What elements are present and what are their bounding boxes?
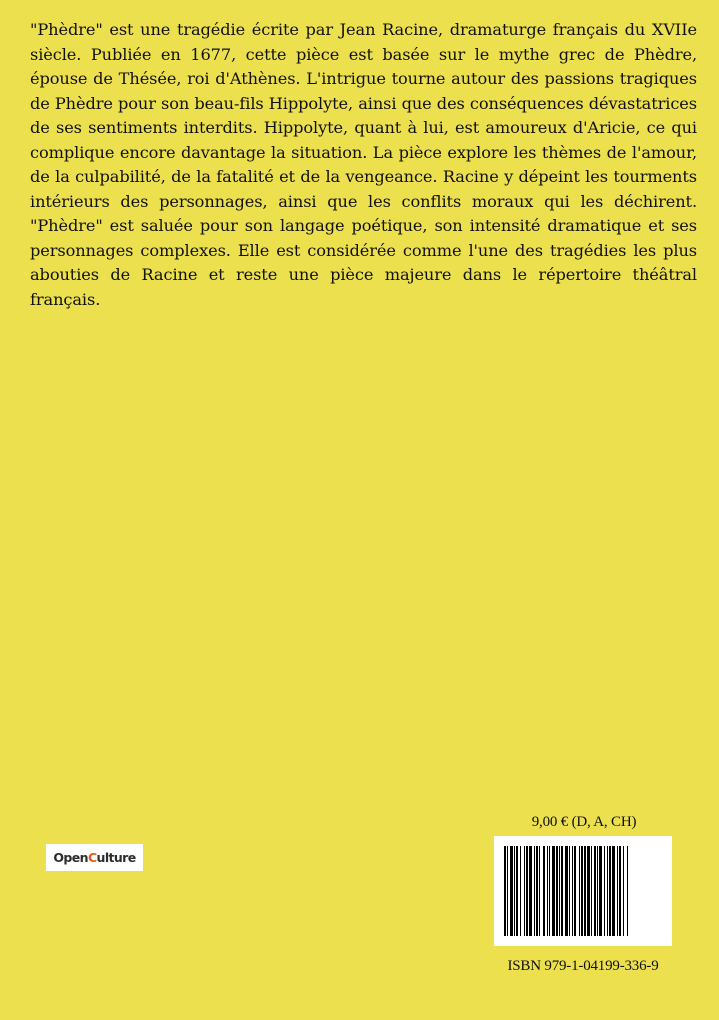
barcode-bar	[607, 846, 608, 936]
barcode-bar	[552, 846, 555, 936]
barcode-bar	[504, 846, 506, 936]
logo-text-ulture: ulture	[96, 850, 136, 865]
logo-text-c: C	[87, 850, 97, 865]
back-cover-blurb: "Phèdre" est une tragédie écrite par Jean Racine, dramaturge français du XVIIe siècle. Publiée en 1677, cette pièce est basée sur le mythe grec de Phèdre, épouse de Thésée, roi d'Athènes. L'intrigue tourne autour des passions tragiques de Phèdre pour son beau-fils Hippolyte, ainsi que des conséquences dévastatrices de ses sentiments interdits. Hippolyte, quant à lui, est amoureux d'Aricie, ce qui complique encore davantage la situation. La pièce explore les thèmes de l'amour, de la culpabilité, de la fatalité et de la vengeance. Racine y dépeint les tourments intérieurs des personnages, ainsi que les conflits moraux qui les déchirent. "Phèdre" est saluée pour son langage poétique, son intensité dramatique et ses personnages complexes. Elle est considérée comme l'une des tragédies les plus abouties de Racine et reste une pièce majeure dans le répertoire théâtral français.	[30, 20, 697, 309]
barcode-bar	[507, 846, 508, 936]
barcode-graphic	[494, 836, 672, 946]
barcode-bar	[569, 846, 570, 936]
barcode-bar	[510, 846, 513, 936]
barcode-bar	[617, 846, 618, 936]
logo-text-open: Open	[53, 850, 88, 865]
barcode-bar	[572, 846, 573, 936]
barcode-bar	[514, 846, 515, 936]
barcode-bar	[559, 846, 560, 936]
barcode-bar	[627, 846, 628, 936]
barcode-bar	[594, 846, 596, 936]
barcode-bar	[520, 846, 521, 936]
barcode-bar	[536, 846, 538, 936]
barcode-bar	[581, 846, 583, 936]
barcode-bar	[556, 846, 558, 936]
barcode-bar	[584, 846, 586, 936]
barcode-bar	[597, 846, 598, 936]
barcode-bar	[534, 846, 535, 936]
barcode-bar	[516, 846, 518, 936]
barcode-bar	[579, 846, 580, 936]
barcode-bar	[539, 846, 540, 936]
barcode-bar	[609, 846, 611, 936]
barcode-bar	[591, 846, 592, 936]
barcode-bar	[599, 846, 602, 936]
barcode-bar	[543, 846, 545, 936]
barcode-bar	[561, 846, 563, 936]
publisher-logo	[46, 844, 143, 871]
barcode-bar	[529, 846, 532, 936]
barcode-bar	[612, 846, 615, 936]
barcode-bar	[524, 846, 525, 936]
barcode-bar	[549, 846, 550, 936]
barcode-bar	[565, 846, 568, 936]
barcode-bar	[574, 846, 576, 936]
barcode-bar	[526, 846, 528, 936]
barcode-bar	[623, 846, 624, 936]
barcode-bar	[619, 846, 621, 936]
isbn-label: ISBN 979-1-04199-336-9	[507, 958, 659, 974]
barcode-bar	[604, 846, 605, 936]
barcode-bar	[587, 846, 590, 936]
price-label: 9,00 € (D, A, CH)	[531, 814, 637, 830]
barcode-bar	[547, 846, 548, 936]
barcode	[494, 836, 672, 946]
